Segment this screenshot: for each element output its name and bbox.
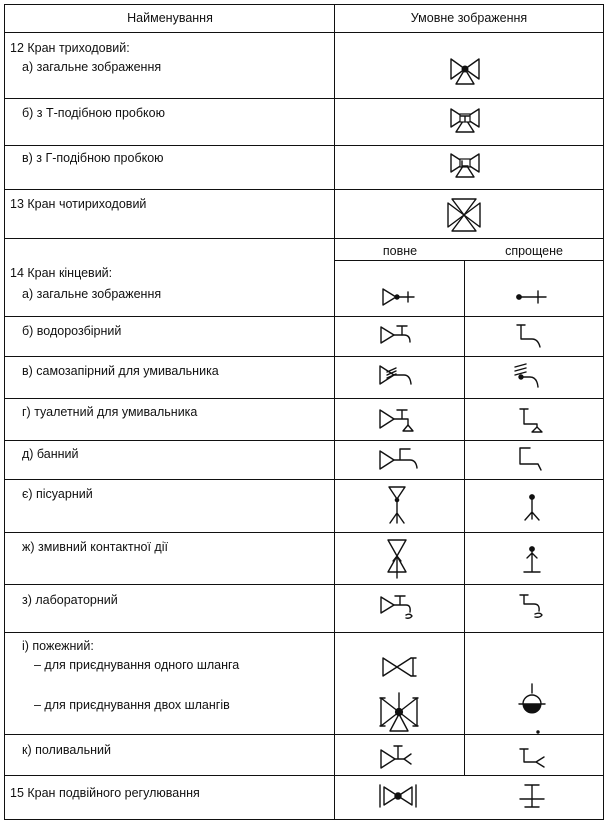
urinal-tap-full-symbol (389, 487, 405, 523)
row-14a-label: а) загальне зображення (22, 287, 162, 301)
row-14v-label: в) самозапірний для умивальника (22, 364, 219, 378)
flush-tap-full-symbol (388, 540, 406, 578)
self-closing-tap-simplified-symbol (515, 364, 538, 387)
row-15-title: 15 Кран подвійного регулювання (10, 786, 200, 800)
row-12b-label: б) з Т-подібною пробкою (22, 106, 165, 120)
row-14ye-label: є) пісуарний (22, 487, 93, 501)
fire-tap-simplified-symbol (519, 684, 545, 713)
row-14i1-label: – для приєднування одного шланга (34, 658, 240, 672)
row-14i-label: і) пожежний: (22, 639, 94, 653)
row-14b-label: б) водорозбірний (22, 324, 122, 338)
end-valve-general-simplified-symbol (517, 291, 546, 303)
self-closing-tap-full-symbol (380, 366, 411, 384)
water-tap-full-symbol (381, 326, 410, 343)
irrigation-tap-simplified-symbol (520, 731, 544, 767)
bath-tap-simplified-symbol (520, 448, 541, 470)
fire-tap-one-hose-full-symbol (383, 658, 416, 676)
bath-tap-full-symbol (380, 449, 417, 469)
end-valve-general-full-symbol (383, 289, 414, 305)
row-14z-label: з) лабораторний (22, 593, 118, 607)
laboratory-tap-simplified-symbol (520, 595, 542, 617)
row-12v-label: в) з Г-подібною пробкою (22, 151, 164, 165)
three-way-valve-l-plug-symbol (451, 154, 479, 177)
row-14k-label: к) поливальний (22, 743, 111, 757)
row-14g-label: г) туалетний для умивальника (22, 405, 198, 419)
row-14i2-label: – для приєднування двох шлангів (34, 698, 230, 712)
toilet-tap-full-symbol (380, 410, 413, 431)
urinal-tap-simplified-symbol (525, 495, 539, 520)
double-regulation-valve-full-symbol (380, 785, 416, 807)
row-12a-label: а) загальне зображення (22, 60, 162, 74)
subheader-full: повне (382, 244, 418, 258)
header-name: Найменування (127, 11, 213, 25)
row-14d-label: д) банний (22, 447, 79, 461)
row-12-title: 12 Кран триходовий: (10, 41, 130, 55)
irrigation-tap-full-symbol (381, 746, 411, 768)
subheader-simplified: спрощене (505, 244, 563, 258)
toilet-tap-simplified-symbol (520, 409, 542, 432)
four-way-valve-symbol (448, 199, 480, 231)
laboratory-tap-full-symbol (381, 596, 412, 618)
header-symbol: Умовне зображення (410, 11, 528, 25)
row-14zh-label: ж) змивний контактної дії (22, 540, 168, 554)
row-13-title: 13 Кран чотириходовий (10, 197, 147, 211)
flush-tap-simplified-symbol (524, 547, 540, 572)
fire-tap-two-hoses-full-symbol (380, 693, 418, 731)
double-regulation-valve-simplified-symbol (520, 785, 544, 807)
three-way-valve-symbol (451, 59, 479, 84)
water-tap-simplified-symbol (517, 325, 540, 347)
three-way-valve-t-plug-symbol (451, 109, 479, 132)
row-14-title: 14 Кран кінцевий: (10, 266, 113, 280)
